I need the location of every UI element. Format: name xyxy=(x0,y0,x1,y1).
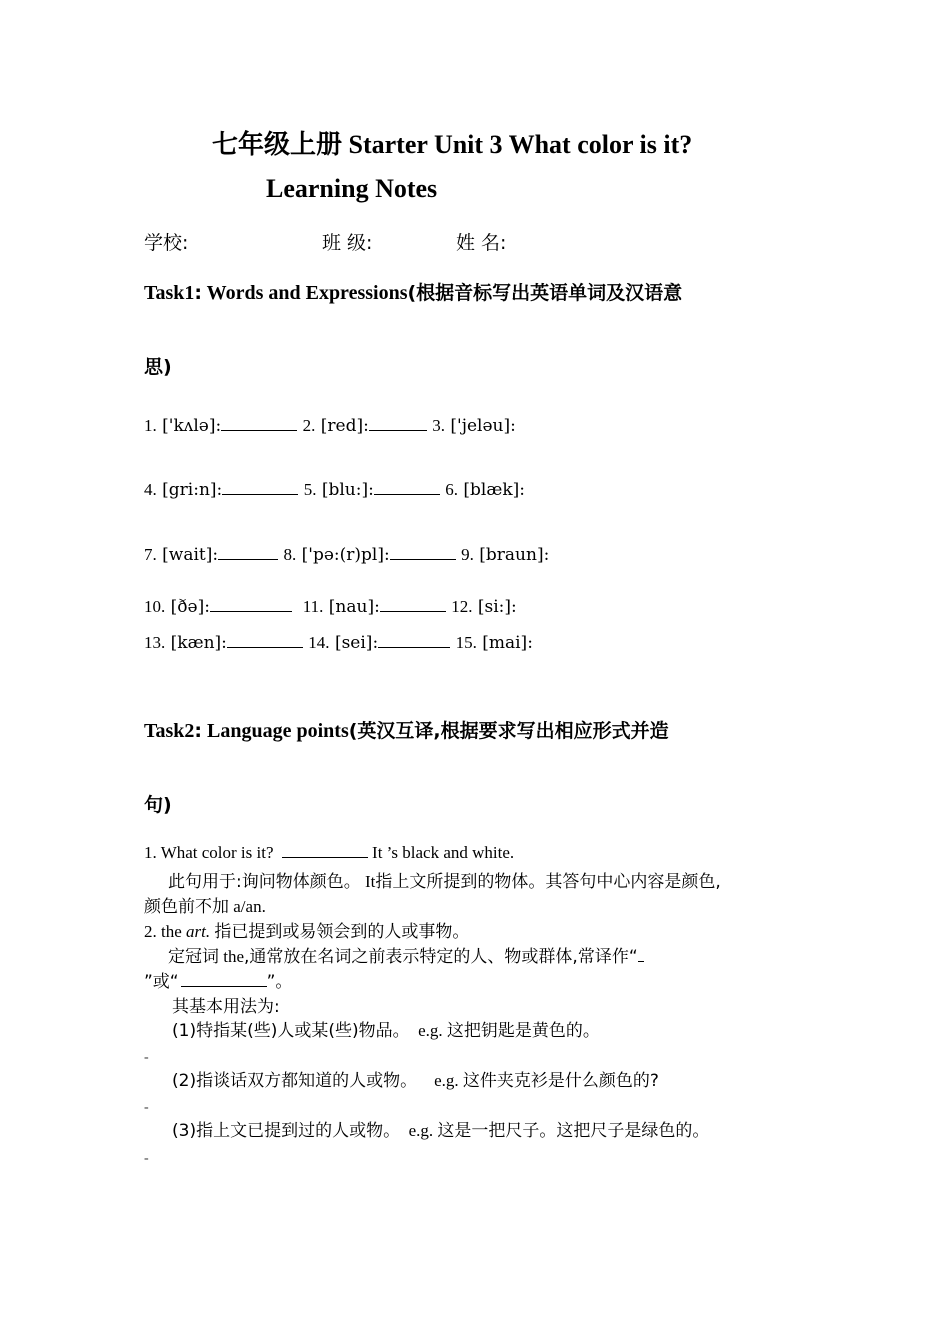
task1-title-cn: (根据音标写出英语单词及汉语意 xyxy=(407,282,683,304)
note-text: art. xyxy=(186,922,211,941)
answer-line-marker: - xyxy=(144,1050,149,1065)
ipa-text: [braun]: xyxy=(479,545,550,565)
usage-3 xyxy=(172,1116,709,1141)
item-number: 3. xyxy=(432,416,446,435)
answer-line-marker: - xyxy=(144,1151,149,1166)
point-2-usage-intro xyxy=(172,992,280,1017)
note-text: 此句用于:询问物体颜色。 xyxy=(168,872,361,892)
usage-1 xyxy=(172,1016,600,1041)
task1-title-en: Words and Expressions xyxy=(206,282,408,304)
ipa-text: [sei]: xyxy=(334,633,379,653)
item-number: 2. xyxy=(302,416,316,435)
vocab-row xyxy=(144,416,516,436)
ipa-text: [kæn]: xyxy=(170,633,227,653)
usage-text: (3)指上文已提到过的人或物。 xyxy=(172,1121,401,1141)
answer-blank[interactable] xyxy=(638,947,644,962)
task2-heading-cont xyxy=(144,790,172,817)
answer-line-marker: - xyxy=(144,1100,149,1115)
question-text: 1. What color is it? xyxy=(144,843,274,862)
task2-label: Task2 xyxy=(144,720,195,742)
point-1-question xyxy=(144,843,514,863)
note-text: ”。 xyxy=(266,972,293,992)
eg-label: e.g. xyxy=(434,1071,459,1090)
answer-blank[interactable] xyxy=(222,480,298,495)
task2-heading xyxy=(144,716,669,743)
ipa-text: ['pə:(r)pl]: xyxy=(301,545,390,565)
ipa-text: [gri:n]: xyxy=(162,480,223,500)
point-1-note xyxy=(168,867,721,892)
item-number: 6. xyxy=(445,480,458,499)
point-2-note-cont xyxy=(144,967,292,992)
class-label: 班 级: xyxy=(322,232,373,254)
note-text: 2. the xyxy=(144,922,182,941)
usage-text: (2)指谈话双方都知道的人或物。 xyxy=(172,1071,418,1091)
item-number: 13. xyxy=(144,633,166,652)
item-number: 15. xyxy=(455,633,477,652)
ipa-text: ['kʌlə]: xyxy=(162,416,222,436)
task1-heading xyxy=(144,278,682,305)
answer-blank[interactable] xyxy=(210,597,292,612)
note-text: 颜色前不加 xyxy=(144,897,229,917)
vocab-row xyxy=(144,597,517,617)
ipa-text: [ðə]: xyxy=(170,597,210,617)
task1-label: Task1 xyxy=(144,282,195,304)
point-1-note-cont xyxy=(144,892,266,917)
ipa-text: [nau]: xyxy=(328,597,380,617)
note-text: the xyxy=(223,947,245,966)
answer-blank[interactable] xyxy=(369,416,427,431)
task1-title-cn-cont: 思) xyxy=(144,356,172,378)
answer-blank[interactable] xyxy=(181,972,267,987)
ipa-text: [red]: xyxy=(320,416,369,436)
task1-heading-cont xyxy=(144,352,172,379)
school-label: 学校: xyxy=(144,232,189,254)
item-number: 4. xyxy=(144,480,157,499)
usage-2 xyxy=(172,1066,659,1091)
ipa-text: ['jeləu]: xyxy=(450,416,516,436)
ipa-text: [si:]: xyxy=(477,597,517,617)
note-text: 其基本用法为: xyxy=(172,997,280,1017)
task2-colon: : xyxy=(194,720,203,742)
note-text: 指上文所提到的物体。其答句中心内容是颜色, xyxy=(375,872,721,892)
eg-label: e.g. xyxy=(408,1121,434,1140)
answer-blank[interactable] xyxy=(221,416,297,431)
answer-blank[interactable] xyxy=(218,545,278,560)
note-text: It xyxy=(364,872,376,891)
ipa-text: [blæk]: xyxy=(463,480,525,500)
vocab-row xyxy=(144,545,549,565)
note-text: 定冠词 xyxy=(168,947,219,967)
note-text: ,通常放在名词之前表示特定的人、物或群体,常译作“ xyxy=(244,947,638,967)
ipa-text: [blu:]: xyxy=(321,480,374,500)
answer-blank[interactable] xyxy=(390,545,456,560)
item-number: 11. xyxy=(302,597,324,616)
ipa-text: [wait]: xyxy=(162,545,219,565)
note-text: ”或“ xyxy=(144,972,179,992)
answer-blank[interactable] xyxy=(374,480,440,495)
title-en: Starter Unit 3 What color is it? xyxy=(348,130,693,159)
page-title xyxy=(212,124,692,161)
answer-blank[interactable] xyxy=(227,633,303,648)
point-2-heading xyxy=(144,917,469,942)
vocab-row xyxy=(144,480,525,500)
answer-blank[interactable] xyxy=(380,597,446,612)
task2-title-cn-cont: 句) xyxy=(144,794,172,816)
usage-text: (1)特指某(些)人或某(些)物品。 xyxy=(172,1021,410,1041)
item-number: 5. xyxy=(303,480,317,499)
item-number: 14. xyxy=(308,633,330,652)
answer-blank[interactable] xyxy=(282,843,368,858)
answer-text: It ’s black and white. xyxy=(372,843,515,862)
note-text: a/an. xyxy=(233,897,266,916)
example-text: 这件夹克衫是什么颜色的? xyxy=(462,1071,659,1091)
item-number: 1. xyxy=(144,416,157,435)
example-text: 这是一把尺子。这把尺子是绿色的。 xyxy=(437,1121,710,1141)
task1-colon: : xyxy=(194,282,203,304)
item-number: 10. xyxy=(144,597,166,616)
item-number: 9. xyxy=(461,545,474,564)
item-number: 8. xyxy=(283,545,297,564)
ipa-text: [mai]: xyxy=(482,633,533,653)
page-subtitle: Learning Notes xyxy=(266,174,438,203)
title-cn: 七年级上册 xyxy=(212,130,343,160)
item-number: 7. xyxy=(144,545,157,564)
name-label: 姓 名: xyxy=(456,232,507,254)
answer-blank[interactable] xyxy=(378,633,450,648)
item-number: 12. xyxy=(451,597,473,616)
point-2-note xyxy=(168,942,644,967)
task2-title-cn: (英汉互译,根据要求写出相应形式并造 xyxy=(348,720,669,742)
task2-title-en: Language points xyxy=(207,720,349,742)
example-text: 这把钥匙是黄色的。 xyxy=(446,1021,600,1041)
vocab-row xyxy=(144,633,533,653)
eg-label: e.g. xyxy=(418,1021,443,1040)
note-text: 指已提到或易领会到的人或事物。 xyxy=(214,922,470,942)
